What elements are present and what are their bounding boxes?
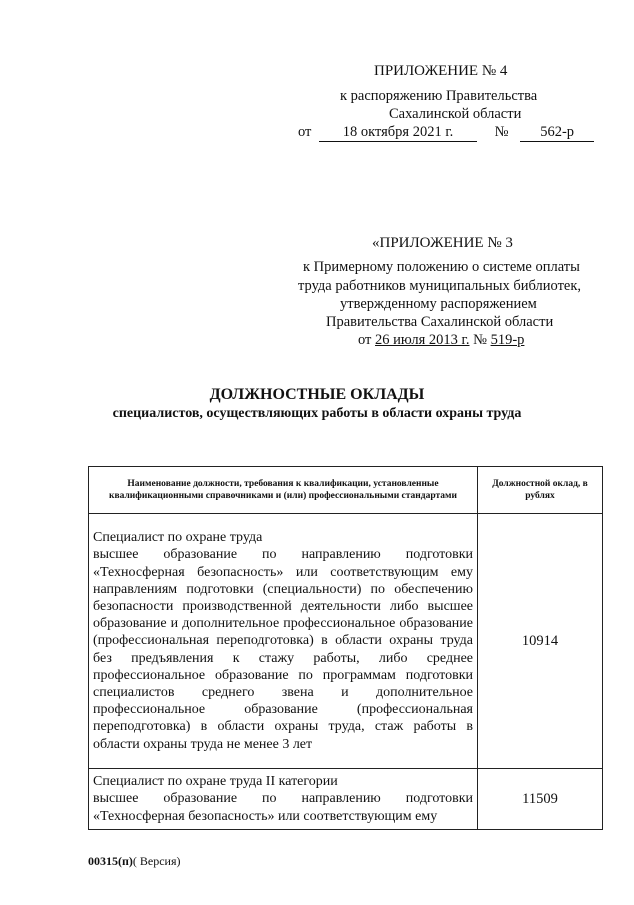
appendix3-line3: утвержденному распоряжением [340, 296, 537, 312]
appendix4-line1: к распоряжению Правительства [340, 88, 538, 104]
page-title: ДОЛЖНОСТНЫЕ ОКЛАДЫ [209, 386, 425, 403]
document-code: 00315(п) [88, 854, 133, 868]
appendix4-line2: Сахалинской области [389, 106, 522, 122]
column-header-salary: Должностной оклад, в рублях [478, 467, 603, 514]
position-cell [89, 769, 478, 830]
salary-table [88, 466, 603, 830]
order-number: 519-р [490, 332, 525, 348]
salary-cell: 11509 [478, 769, 603, 830]
appendix3-title: «ПРИЛОЖЕНИЕ № 3 [372, 235, 513, 251]
appendix3-line1: к Примерному положению о системе оплаты [303, 259, 580, 275]
order-number: 562-р [520, 123, 594, 142]
document-version: ( Версия) [132, 854, 181, 868]
document-footer [88, 854, 181, 869]
order-date: 26 июля 2013 г. [375, 332, 470, 348]
appendix3-line2: труда работников муниципальных библиотек, [298, 278, 582, 294]
appendix3-line4: Правительства Сахалинской области [326, 314, 554, 330]
position-name: Специалист по охране труда [93, 530, 263, 546]
page-subtitle: специалистов, осуществляющих работы в области охраны труда [112, 406, 522, 421]
appendix3-order-row [358, 331, 524, 349]
number-label: № [494, 124, 509, 140]
position-cell [89, 514, 478, 769]
from-label: от [358, 332, 372, 348]
order-date: 18 октября 2021 г. [319, 123, 477, 142]
position-requirements: высшее образование по направлению подготовки «Техносферная безопасность» или соответствующим ему направлениям подготовки (специальности) по обеспечению безопасности производственной деятельности либо высшее образование и дополнительное профессиональное образование (профессиональная переподготовка) в области охраны труда без предъявления к стажу работы, либо среднее профессиональное образование по программам подготовки специалистов среднего звена и дополнительное профессиональное образование (профессиональная переподготовка) в области охраны труда, стаж работы в области охраны труда не менее 3 лет [93, 547, 473, 752]
column-header-position: Наименование должности, требования к квалификации, установленные квалификационными справочниками и (или) профессиональными стандартами [89, 467, 478, 514]
from-label: от [298, 124, 312, 140]
number-label: № [473, 332, 487, 348]
appendix4-title: ПРИЛОЖЕНИЕ № 4 [374, 63, 508, 79]
salary-cell: 10914 [478, 514, 603, 769]
position-requirements: высшее образование по направлению подготовки «Техносферная безопасность» или соответствующим ему [93, 791, 473, 824]
appendix4-order-row [298, 123, 594, 142]
table-row [89, 514, 603, 769]
table-row [89, 769, 603, 830]
position-name: Специалист по охране труда II категории [93, 774, 338, 790]
table-header-row [89, 467, 603, 514]
